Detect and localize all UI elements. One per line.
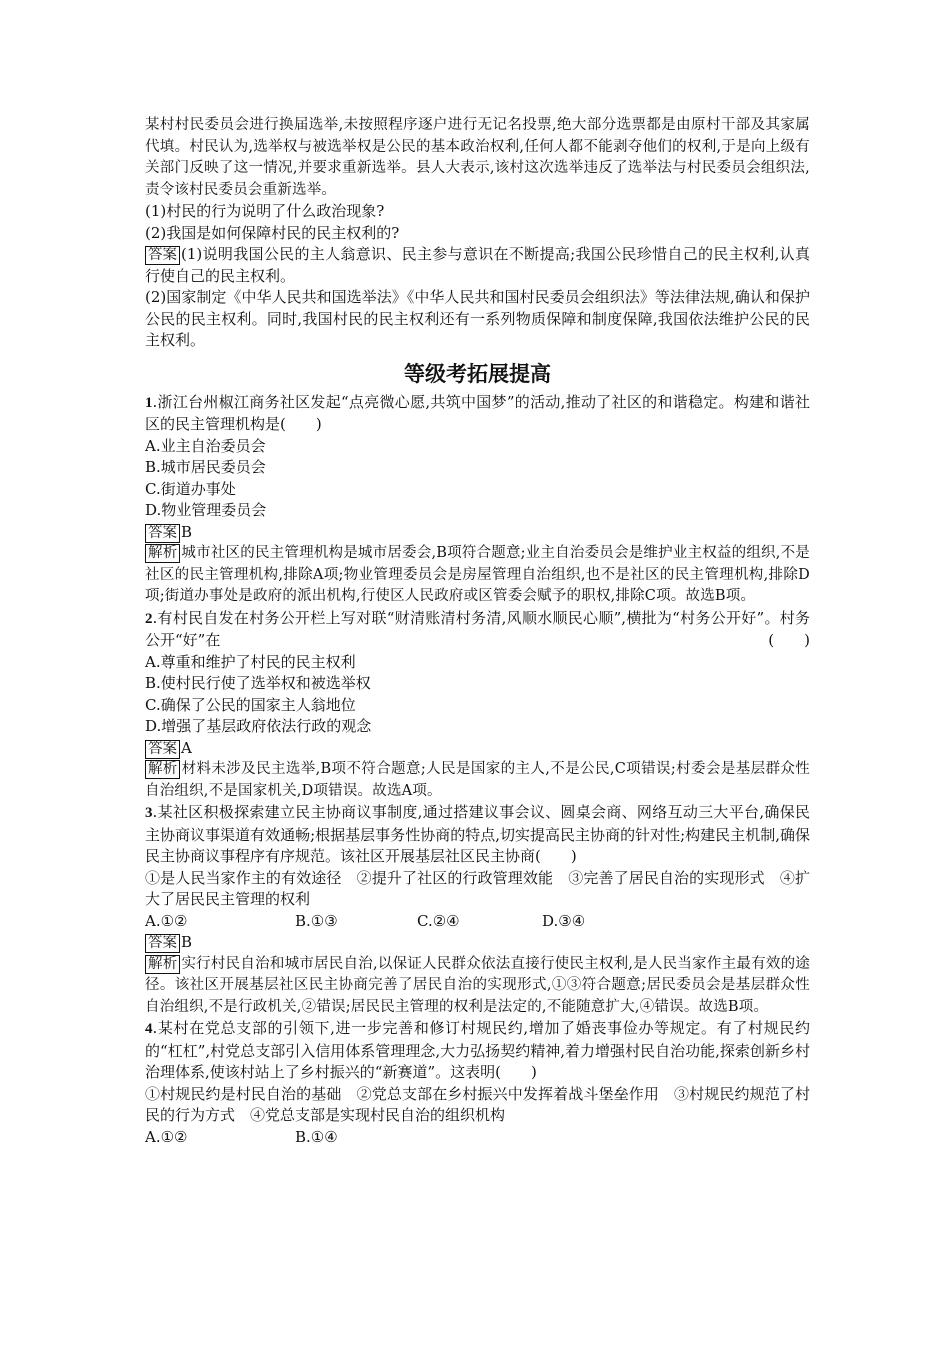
intro-answer-2: (2)国家制定《中华人民共和国选举法》《中华人民共和国村民委员会组织法》等法律法规,确认和保护公民的民主权利。同时,我国村民的民主权利还有一系列物质保障和制度保障,我国依法维护公民的民主权利。 [145,288,810,349]
question-2-stem [145,608,810,652]
question-3-analysis [145,954,810,1019]
intro-answer-1-text: (1)说明我国公民的主人翁意识、民主参与意识在不断提高;我国公民珍惜自己的民主权利,认真行使自己的民主权利。 [145,245,810,285]
choice-c: C.②④ [417,911,460,930]
question-3-answer [145,932,810,954]
question-2-option-a: A.尊重和维护了村民的民主权利 [145,652,356,671]
answer-tag: 答案 [145,934,180,953]
question-4-stem-text: .某村在党总支部的引领下,进一步完善和修订村规民约,增加了婚丧事俭办等规定。有了村规民约的“杠杠”,村党总支部引入信用体系管理理念,大力弘扬契约精神,着力增强村民自治功能,探索创新乡村治理体系,使该村站上了乡村振兴的“新赛道”。这表明( ) [145,1019,810,1081]
question-3-analysis-text: 实行村民自治和城市居民自治,以保证人民群众依法直接行使民主权利,是人民当家作主最有效的途径。该社区开展基层社区民主协商完善了居民自治的实现形式,①③符合题意;居民委员会是基层群众性自治组织,不是行政机关,②错误;居民民主管理的权利是法定的,不能随意扩大,④错误。故选B项。 [145,955,810,1015]
answer-tag: 答案 [145,246,180,265]
question-2-option-d: D.增强了基层政府依法行政的观念 [145,717,372,735]
question-2-option-b: B.使村民行使了选举权和被选举权 [145,674,371,692]
analysis-tag: 解析 [145,544,180,563]
question-2-analysis-text: 材料未涉及民主选举,B项不符合题意;人民是国家的主人,不是公民,C项错误;村委会是基层群众性自治组织,不是国家机关,D项错误。故选A项。 [145,761,810,799]
intro-question-2: (2)我国是如何保障村民的民主权利的? [145,223,400,242]
answer-tag: 答案 [145,740,180,759]
answer-tag: 答案 [145,524,180,543]
question-1-option-a: A.业主自治委员会 [145,436,266,455]
question-1-option-c: C.街道办事处 [145,479,236,498]
question-2-stem-text: .有村民自发在村务公开栏上写对联“财清账清村务清,风顺水顺民心顺”,横批为“村务公开好”。村务公开“好”在 [145,608,810,649]
intro-material: 某村村民委员会进行换届选举,未按照程序逐户进行无记名投票,绝大部分选票都是由原村干部及其家属代填。村民认为,选举权与被选举权是公民的基本政治权利,任何人都不能剥夺他们的权利,于是向上级有关部门反映了这一情况,并要求重新选举。县人大表示,该村这次选举违反了选举法与村民委员会组织法,责令该村民委员会重新选举。 [145,117,810,198]
question-3-stem-text: .某社区积极探索建立民主协商议事制度,通过搭建议事会议、圆桌会商、网络互动三大平台,确保民主协商议事渠道有效通畅;根据基层事务性协商的特点,切实提高民主协商的针对性;构建民主机制,确保民主协商议事程序有序规范。该社区开展基层社区民主协商( ) [145,803,810,865]
page-content [145,115,810,1148]
analysis-tag: 解析 [145,955,180,974]
question-number: 4 [145,1021,153,1037]
section-title: 等级考拓展提高 [404,361,551,386]
question-2-analysis [145,759,810,802]
question-2-answer [145,738,810,760]
question-1-option-b: B.城市居民委员会 [145,458,266,476]
question-1-analysis-text: 城市社区的民主管理机构是城市居委会,B项符合题意;业主自治委员会是维护业主权益的组织,不是社区的民主管理机构,排除A项;物业管理委员会是房屋管理自治组织,也不是社区的民主管理机构,排除D项;街道办事处是政府的派出机构,行使区人民政府或区管委会赋予的职权,排除C项。故选B项。 [145,545,810,604]
question-1-option-d: D.物业管理委员会 [145,501,267,519]
analysis-tag: 解析 [145,760,180,779]
choice-a: A.①② [145,1127,188,1146]
question-1-answer-value: B [181,522,193,541]
question-number: 2 [145,610,153,627]
question-1-stem-text: .浙江台州椒江商务社区发起“点亮微心愿,共筑中国梦”的活动,推动了社区的和谐稳定。构建和谐社区的民主管理机构是( ) [145,392,810,433]
question-4-choices [145,1127,810,1149]
intro-answer-1 [145,244,810,287]
question-4-stem [145,1018,810,1084]
choice-d: D.③④ [542,911,586,930]
question-3-stem [145,802,810,868]
question-number: 1 [145,394,153,411]
question-2-answer-value: A [181,738,192,757]
intro-question-1: (1)村民的行为说明了什么政治现象? [145,202,385,220]
choice-a: A.①② [145,911,188,930]
question-1-answer [145,522,810,544]
question-3-answer-value: B [181,933,193,951]
question-3-items: ①是人民当家作主的有效途径 ②提升了社区的行政管理效能 ③完善了居民自治的实现形式 ④扩大了居民民主管理的权利 [145,868,810,908]
question-3-choices [145,911,810,933]
question-4-items: ①村规民约是村民自治的基础 ②党总支部在乡村振兴中发挥着战斗堡垒作用 ③村规民约规范了村民的行为方式 ④党总支部是实现村民自治的组织机构 [145,1084,810,1124]
question-2-option-c: C.确保了公民的国家主人翁地位 [145,695,356,714]
question-1-analysis [145,543,810,608]
question-1-stem [145,392,810,436]
question-2-paren: ( ) [768,631,810,649]
question-number: 3 [145,805,153,821]
choice-b: B.①③ [295,911,338,930]
choice-b: B.①④ [295,1127,338,1146]
